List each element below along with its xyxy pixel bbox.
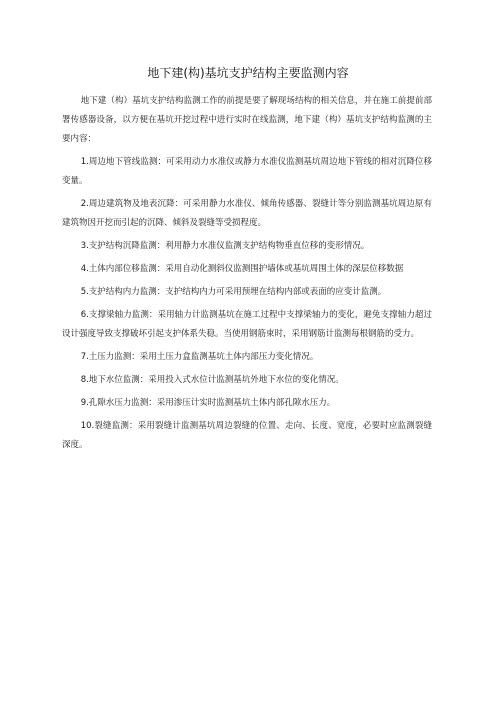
intro-paragraph: 地下建（构）基坑支护结构监测工作的前提是要了解现场结构的相关信息，并在施工前提前部署传感器设备，以方便在基坑开挖过程中进行实时在线监测，地下建（构）基坑支护结构监测的主要内容： (62, 96, 432, 144)
document-title: 地下建(构)基坑支护结构主要监测内容 (147, 66, 349, 80)
item-paragraph-9: 9.孔隙水压力监测：采用渗压计实时监测基坑土体内部孔隙水压力。 (80, 398, 336, 408)
document-body (62, 92, 432, 459)
item-paragraph-4: 4.土体内部位移监测：采用自动化测斜仪监测围护墙体或基坑周围土体的深层位移数据 (80, 264, 404, 274)
item-paragraph-5: 5.支护结构内力监测：支护结构内力可采用预埋在结构内部或表面的应变计监测。 (80, 287, 387, 297)
item-paragraph-6: 6.支撑梁轴力监测：采用轴力计监测基坑在施工过程中支撑梁轴力的变化，避免支撑轴力超过设计强度导致支撑破坏引起支护体系失稳。当使用钢筋束时，采用钢筋计监测每根钢筋的受力。 (62, 310, 432, 339)
item-paragraph-3: 3.支护结构沉降监测：利用静力水准仪监测支护结构物垂直位移的变形情况。 (80, 241, 370, 251)
item-paragraph-7: 7.土压力监测：采用土压力盒监测基坑土体内部压力变化情况。 (80, 352, 319, 362)
item-paragraph-1: 1.周边地下管线监测：可采用动力水准仪或静力水准仪监测基坑周边地下管线的相对沉降位移变量。 (62, 157, 432, 186)
item-paragraph-2: 2.周边建筑物及地表沉降：可采用静力水准仪、倾角传感器、裂缝计等分别监测基坑周边原有建筑物因开挖而引起的沉降、倾斜及裂缝等受损程度。 (62, 199, 432, 228)
item-paragraph-8: 8.地下水位监测：采用投入式水位计监测基坑外地下水位的变化情况。 (80, 375, 344, 385)
item-paragraph-10: 10.裂缝监测：采用裂缝计监测基坑周边裂缝的位置、走向、长度、宽度，必要时应监测裂缝深度。 (62, 421, 432, 450)
